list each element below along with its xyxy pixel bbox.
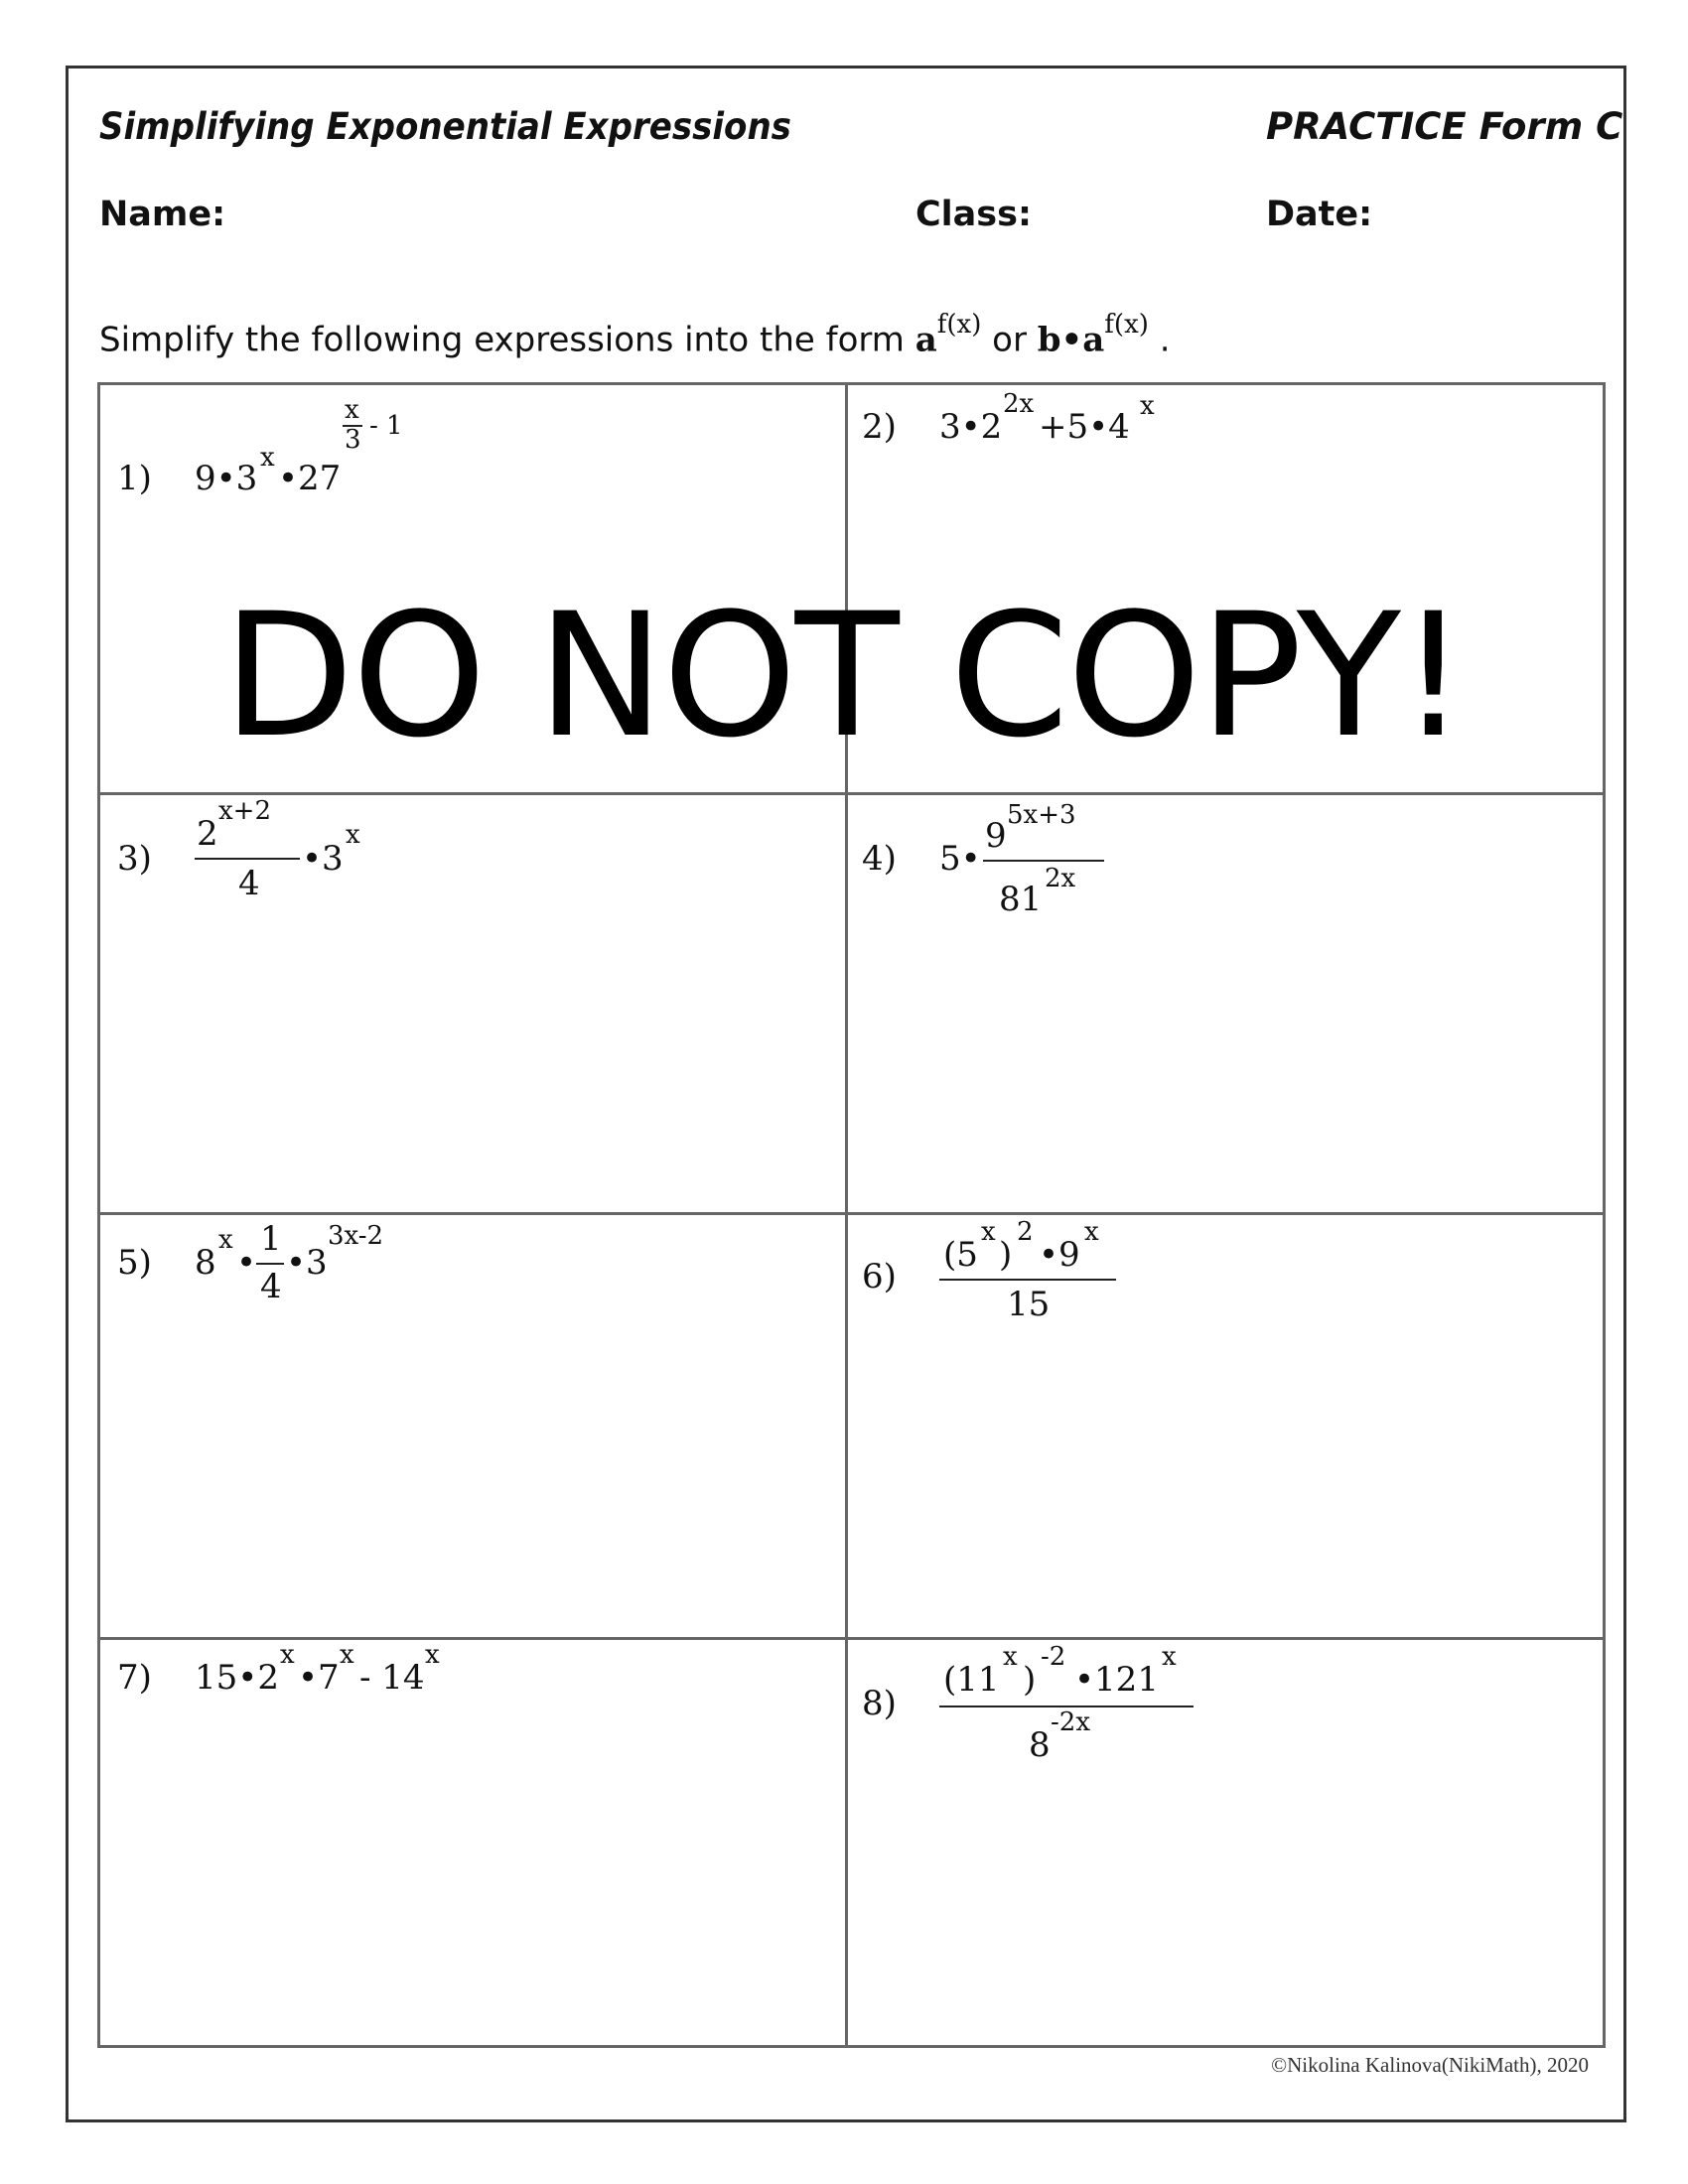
expression-part: •3 [286,1243,328,1283]
numerator-base: 2 [197,814,218,854]
fraction-bar [983,860,1104,862]
fraction-numerator: 1 [260,1219,282,1259]
fraction-bar [256,1263,284,1265]
expression-part: •27 [278,459,342,498]
exponent: -2x [1051,1707,1090,1737]
grid-divider-row-1 [97,792,1606,795]
numerator-part: •9 [1039,1235,1080,1275]
instructions-period: . [1159,320,1171,360]
numerator-part: •121 [1074,1660,1159,1700]
exponent: 3x-2 [328,1221,384,1251]
grid-divider-row-3 [97,1637,1606,1640]
numerator-part: ) [1023,1660,1037,1700]
fraction-bar [195,858,300,860]
name-label: Name: [99,195,226,234]
expression-part: - 14 [359,1658,425,1698]
instructions [99,310,1171,360]
date-label: Date: [1266,195,1373,234]
form-a-exponent: f(x) [936,310,982,340]
exponent: x [425,1640,440,1670]
problem-number: 8) [862,1684,897,1723]
exponent: x [280,1640,295,1670]
exponent: - 1 [369,411,403,441]
numerator-part: ) [999,1235,1013,1275]
form-b-exponent: f(x) [1104,310,1149,340]
expression-part: 8 [195,1243,216,1283]
form-label: PRACTICE Form C [1266,105,1623,148]
expression-part: 9•3 [195,459,258,498]
problem-number: 3) [117,839,152,879]
problem-number: 6) [862,1257,897,1297]
instructions-or: or [992,320,1027,360]
problem-number: 2) [862,407,897,447]
expression-part: 5• [939,839,981,879]
denominator: 15 [1007,1285,1051,1324]
exponent: 5x+3 [1007,800,1076,830]
expression-part: •3 [302,839,344,879]
grid-divider-row-2 [97,1212,1606,1215]
exponent: x [1003,1642,1018,1672]
denominator-base: 81 [999,880,1043,919]
exponent: x [1162,1642,1177,1672]
expression-part: 15•2 [195,1658,279,1698]
exponent: x [981,1217,996,1247]
fraction-bar [939,1279,1116,1281]
watermark: DO NOT COPY! [222,576,1466,775]
problem-number: 7) [117,1658,152,1698]
exponent: x [346,820,360,850]
exponent: x [1084,1217,1099,1247]
exponent: x+2 [218,796,271,826]
expression-part: • [236,1243,257,1283]
worksheet-title: Simplifying Exponential Expressions [99,105,791,148]
form-a: a [914,320,937,360]
exponent: x [260,443,275,473]
exponent: 2 [1017,1217,1034,1247]
fraction-denominator: 4 [260,1267,282,1306]
exponent: x [1140,391,1155,421]
exponent: x [218,1225,233,1255]
exponent: 2x [1003,389,1035,419]
exponent-fraction-denominator: 3 [345,425,361,455]
problem-number: 1) [117,459,152,498]
denominator-base: 8 [1029,1725,1051,1765]
numerator-part: (5 [943,1235,978,1275]
numerator-base: 9 [985,816,1007,856]
problem-number: 5) [117,1243,152,1283]
exponent: -2 [1041,1642,1066,1672]
expression-part: +5•4 [1039,407,1130,447]
copyright-notice: ©Nikolina Kalinova(NikiMath), 2020 [1271,2053,1589,2077]
exponent-fraction-numerator: x [345,395,359,425]
expression-part: 3•2 [939,407,1003,447]
class-label: Class: [915,195,1032,234]
exponent: 2x [1045,864,1076,893]
instructions-text: Simplify the following expressions into the form [99,320,905,360]
numerator-part: (11 [943,1660,1000,1700]
exponent: x [340,1640,354,1670]
problem-number: 4) [862,839,897,879]
form-b: b•a [1037,320,1105,360]
denominator: 4 [238,864,260,903]
expression-part: •7 [298,1658,340,1698]
